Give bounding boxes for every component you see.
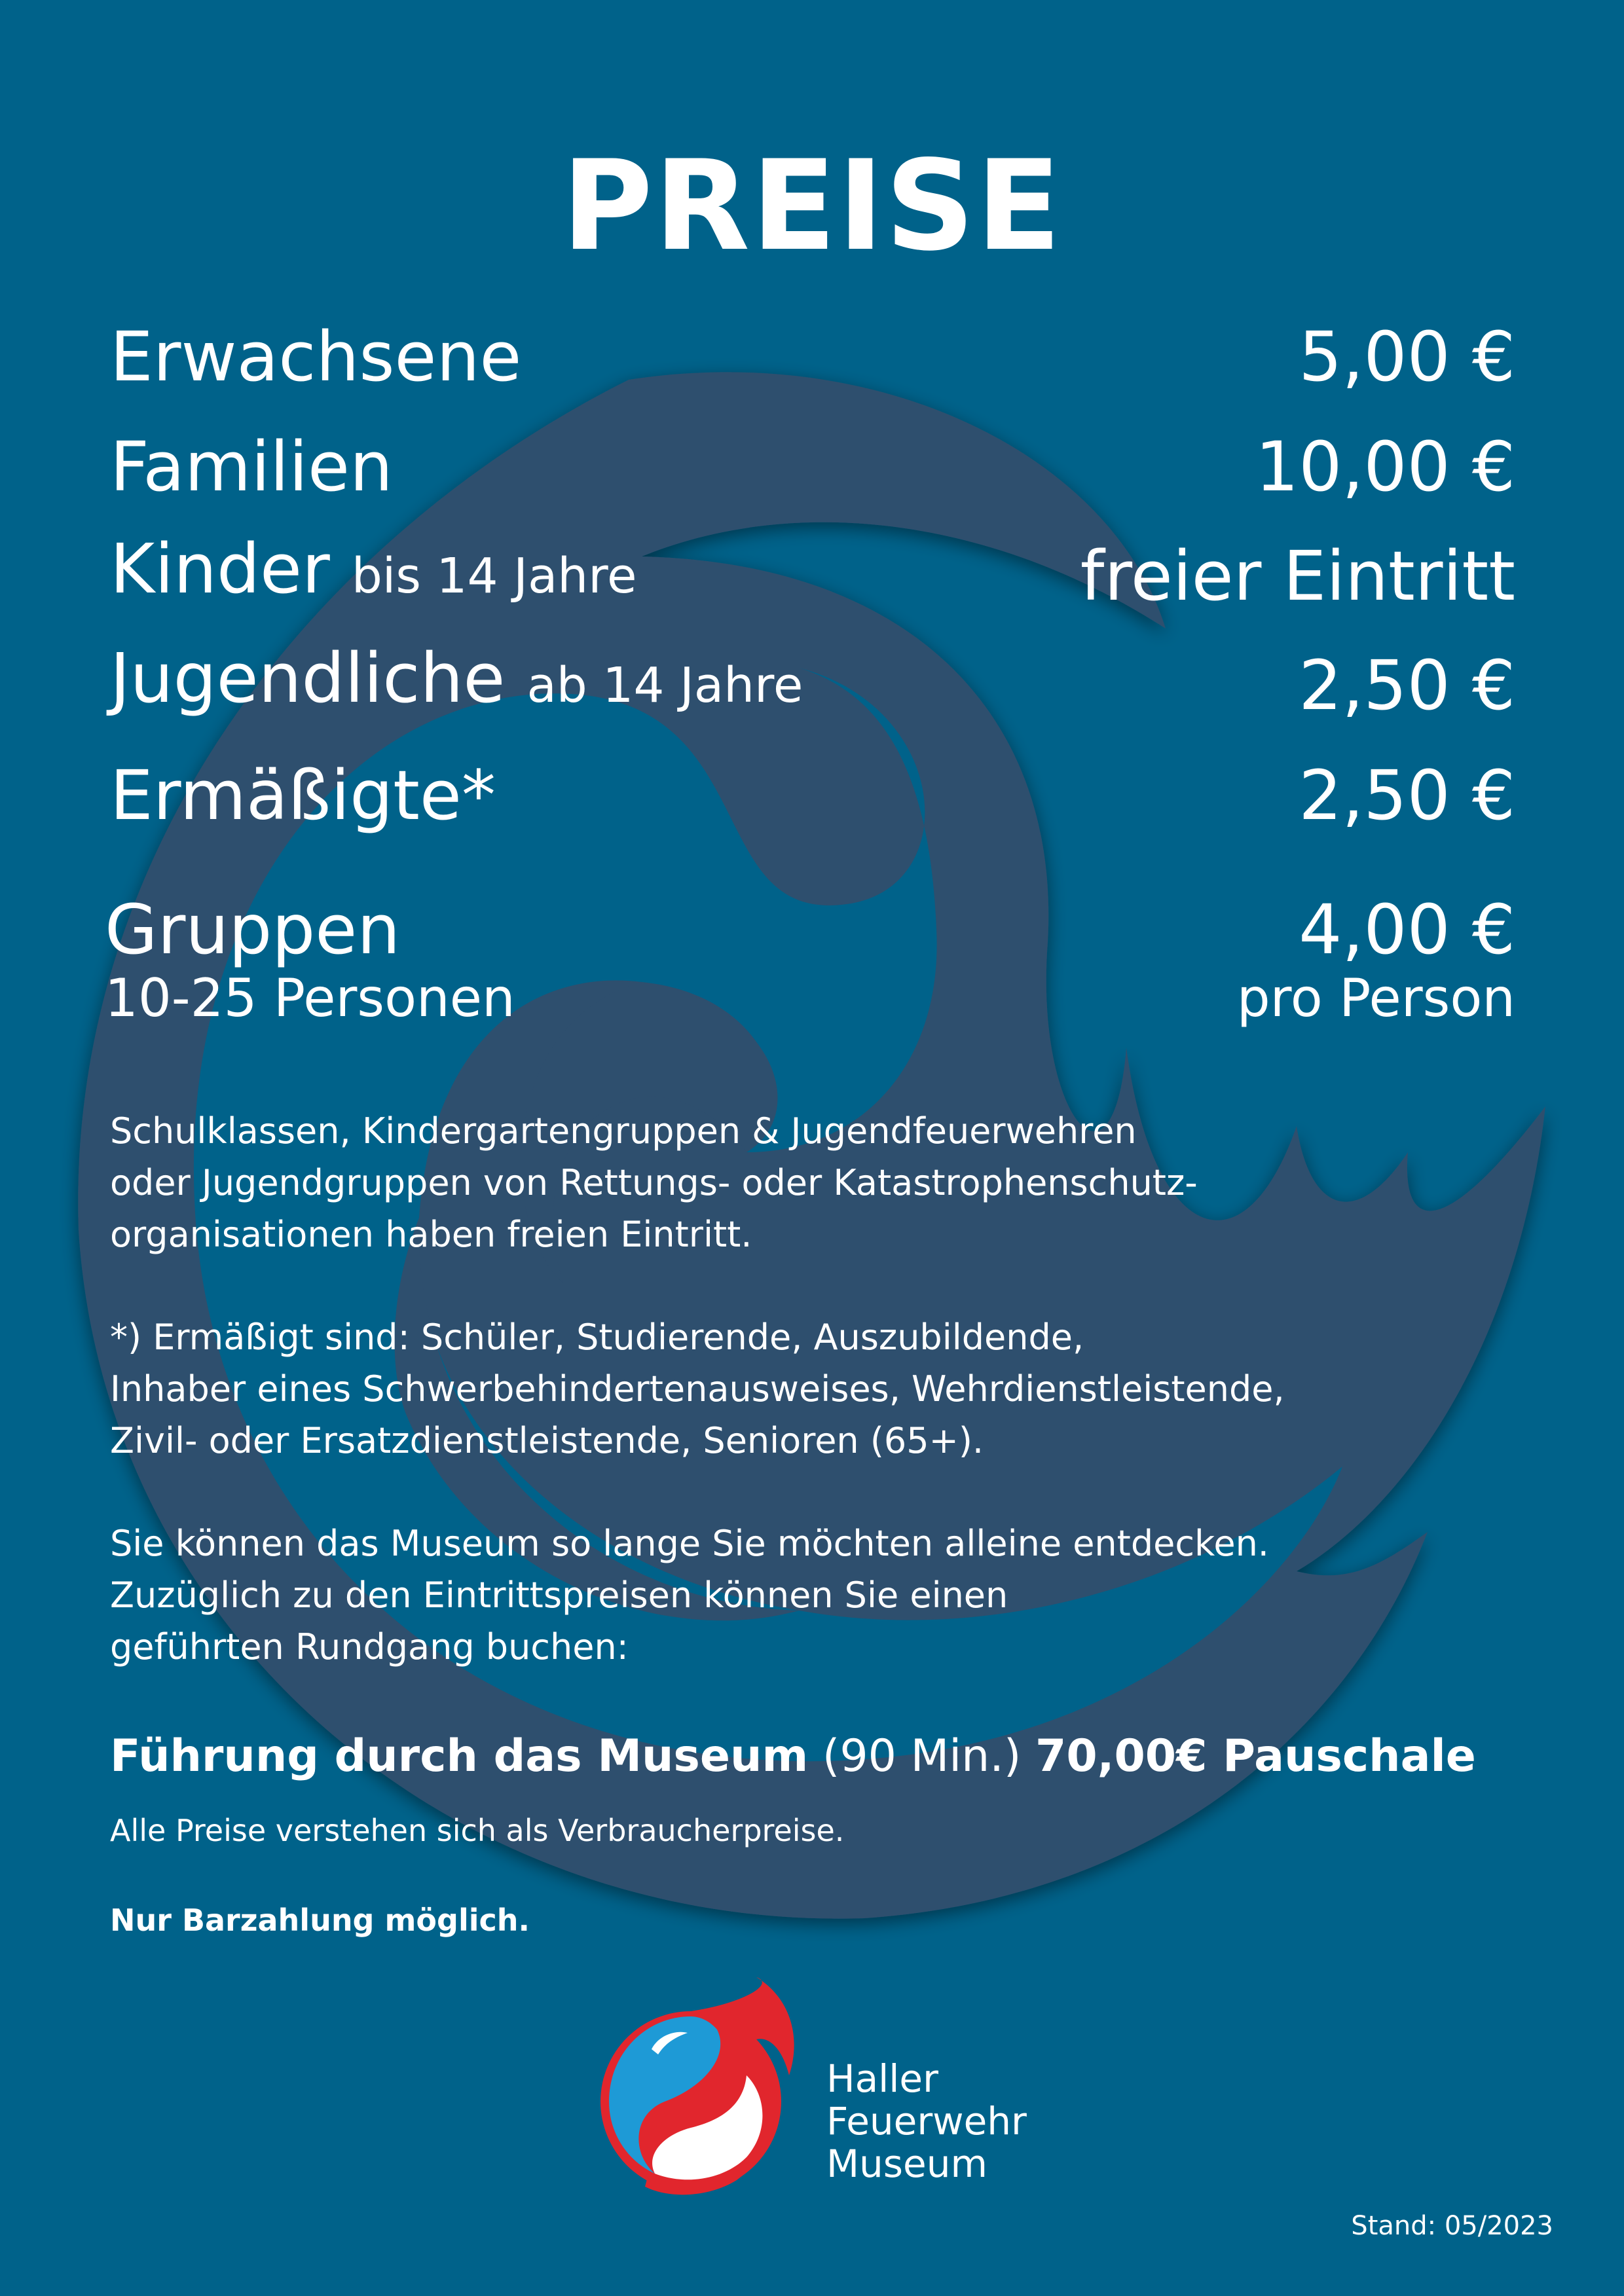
price-row-groups [105,887,1515,1038]
price-value: 5,00 € [1299,317,1515,397]
price-value: 2,50 € [1299,646,1515,725]
paragraph-line: organisationen haben freien Eintritt. [110,1214,752,1255]
tour-duration: (90 Min.) [822,1730,1022,1782]
price-label [110,314,521,399]
price-row-reduced [110,746,1515,838]
group-size: 10-25 Personen [105,968,515,1029]
price-label-text: Erwachsene [110,317,522,397]
museum-logo-text [826,2058,1027,2185]
price-row-adults [110,308,1515,399]
price-value: 10,00 € [1255,427,1515,507]
price-label-sub: bis 14 Jahre [351,548,637,604]
paragraph-line: oder Jugendgruppen von Rettungs- oder Katastrophenschutz- [110,1162,1198,1203]
price-label-text: Familien [110,427,393,507]
group-price: 4,00 € [1299,890,1515,970]
group-label: Gruppen [105,890,401,970]
price-label-text: Ermäßigte* [110,756,496,835]
price-label-text: Kinder [110,529,330,609]
price-label-sub: ab 14 Jahre [526,657,803,714]
price-row-youth [110,636,1515,728]
price-row-families [110,418,1515,509]
price-value: 2,50 € [1299,756,1515,835]
price-label-text: Jugendliche [110,638,506,718]
price-label [110,636,803,728]
price-row-children [110,527,1515,619]
paragraph-line: Sie können das Museum so lange Sie möchten alleine entdecken. [110,1523,1269,1564]
paragraph-line: geführten Rundgang buchen: [110,1626,629,1667]
consumer-price-note: Alle Preise verstehen sich als Verbraucherpreise. [110,1813,845,1848]
version-date: Stand: 05/2023 [1351,2211,1553,2241]
tour-offer [110,1727,1476,1786]
price-label [110,526,637,619]
paragraph-line: Zivil- oder Ersatzdienstleistende, Senioren (65+). [110,1420,984,1461]
page-title: PREISE [561,134,1063,278]
tour-price: 70,00€ Pauschale [1035,1730,1476,1782]
museum-paragraph [110,1518,1515,1673]
paragraph-line: Zuzüglich zu den Eintrittspreisen können Sie einen [110,1575,1008,1616]
paragraph-line: Inhaber eines Schwerbehindertenausweises, Wehrdienstleistende, [110,1368,1285,1410]
price-label [110,753,496,838]
price-label [110,424,393,509]
logo-text-line: Haller [826,2056,938,2101]
paragraph-line: *) Ermäßigt sind: Schüler, Studierende, Auszubildende, [110,1317,1084,1358]
reduced-paragraph [110,1311,1515,1467]
tour-name: Führung durch das Museum [110,1730,809,1782]
group-price-unit: pro Person [1236,968,1515,1029]
free-entry-paragraph [110,1105,1515,1260]
cash-only-note: Nur Barzahlung möglich. [110,1903,530,1938]
logo-text-line: Feuerwehr [826,2099,1027,2143]
logo-text-line: Museum [826,2141,987,2186]
museum-logo-icon [593,1977,802,2200]
price-value: freier Eintritt [1080,536,1515,616]
paragraph-line: Schulklassen, Kindergartengruppen & Jugendfeuerwehren [110,1110,1137,1152]
